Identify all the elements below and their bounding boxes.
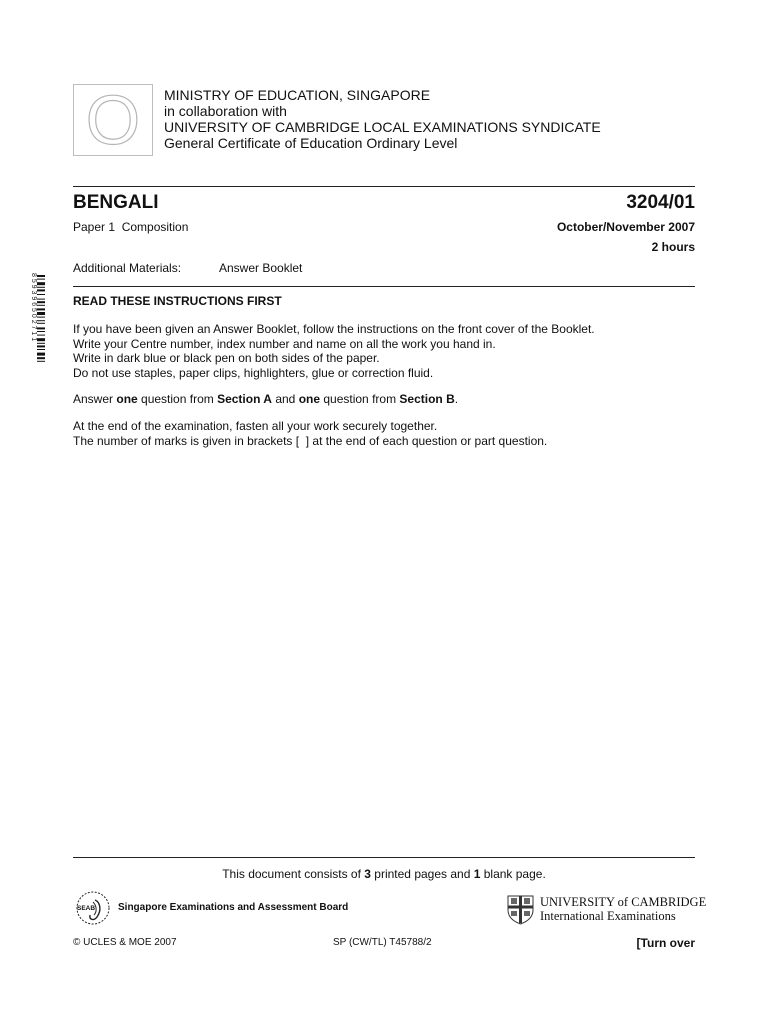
exam-session: October/November 2007 <box>556 220 695 234</box>
text-run: blank page. <box>480 867 546 881</box>
text-run: Answer <box>73 392 117 406</box>
materials-label: Additional Materials: <box>73 261 182 275</box>
instruction-line: Do not use staples, paper clips, highlighters, glue or correction fluid. <box>73 366 434 381</box>
text-run: question from <box>320 392 400 406</box>
seab-logo-icon <box>73 888 113 928</box>
cambridge-line-1: UNIVERSITY of CAMBRIDGE <box>540 895 707 909</box>
cambridge-line-2: International Examinations <box>540 909 676 923</box>
emphasis-run: one <box>298 392 321 406</box>
barcode-digits: 8 5 9 3 9 6 5 0 2 7 1 1 <box>30 273 37 342</box>
issuing-authority <box>164 87 601 151</box>
emphasis-run: 1 <box>473 867 481 881</box>
exam-board-logo <box>73 81 153 159</box>
text-run: . <box>454 392 459 406</box>
instructions-divider <box>73 286 695 287</box>
barcode <box>27 271 45 411</box>
logo-letter: O <box>85 81 141 159</box>
seab-mark: SEAB <box>77 905 96 912</box>
instructions-paragraph-2 <box>73 392 458 407</box>
header-line-collaboration: in collaboration with <box>164 103 287 119</box>
text-run: printed pages and <box>370 867 474 881</box>
emphasis-run: Section B <box>399 392 455 406</box>
text-run: question from <box>137 392 218 406</box>
page-count-statement <box>0 867 768 881</box>
seab-name: Singapore Examinations and Assessment Board <box>118 902 349 913</box>
additional-materials <box>73 261 303 275</box>
instructions-paragraph-1 <box>73 322 595 381</box>
emphasis-run: Section A <box>217 392 272 406</box>
instruction-line: Write your Centre number, index number and name on all the work you hand in. <box>73 336 496 351</box>
instruction-line: The number of marks is given in brackets [ ] at the end of each question or part question. <box>73 433 548 448</box>
instruction-line: Write in dark blue or black pen on both sides of the paper. <box>73 351 380 366</box>
instructions-heading: READ THESE INSTRUCTIONS FIRST <box>73 294 282 308</box>
instructions-paragraph-3 <box>73 419 547 448</box>
header-line-university: UNIVERSITY OF CAMBRIDGE LOCAL EXAMINATIONS SYNDICATE <box>164 119 601 135</box>
emphasis-run: one <box>116 392 138 406</box>
emphasis-run: 3 <box>364 867 371 881</box>
exam-duration: 2 hours <box>651 240 695 254</box>
instruction-line: At the end of the examination, fasten all your work securely together. <box>73 419 438 433</box>
cambridge-wordmark <box>540 895 706 923</box>
instruction-line: If you have been given an Answer Booklet, follow the instructions on the front cover of the Booklet. <box>73 322 595 336</box>
cambridge-crest-icon <box>507 895 534 925</box>
subject-title: BENGALI <box>73 192 159 213</box>
syllabus-code: 3204/01 <box>626 192 695 213</box>
turn-over-note: [Turn over <box>636 936 695 950</box>
top-divider <box>73 186 695 187</box>
footer-divider <box>73 857 695 858</box>
materials-value: Answer Booklet <box>219 261 303 275</box>
document-reference: SP (CW/TL) T45788/2 <box>333 937 432 948</box>
header-line-certificate: General Certificate of Education Ordinary Level <box>164 135 458 151</box>
text-run: and <box>271 392 299 406</box>
text-run: This document consists of <box>222 867 365 881</box>
paper-name: Paper 1 Composition <box>73 220 189 234</box>
copyright: © UCLES & MOE 2007 <box>73 937 177 948</box>
header-line-ministry: MINISTRY OF EDUCATION, SINGAPORE <box>164 87 431 103</box>
